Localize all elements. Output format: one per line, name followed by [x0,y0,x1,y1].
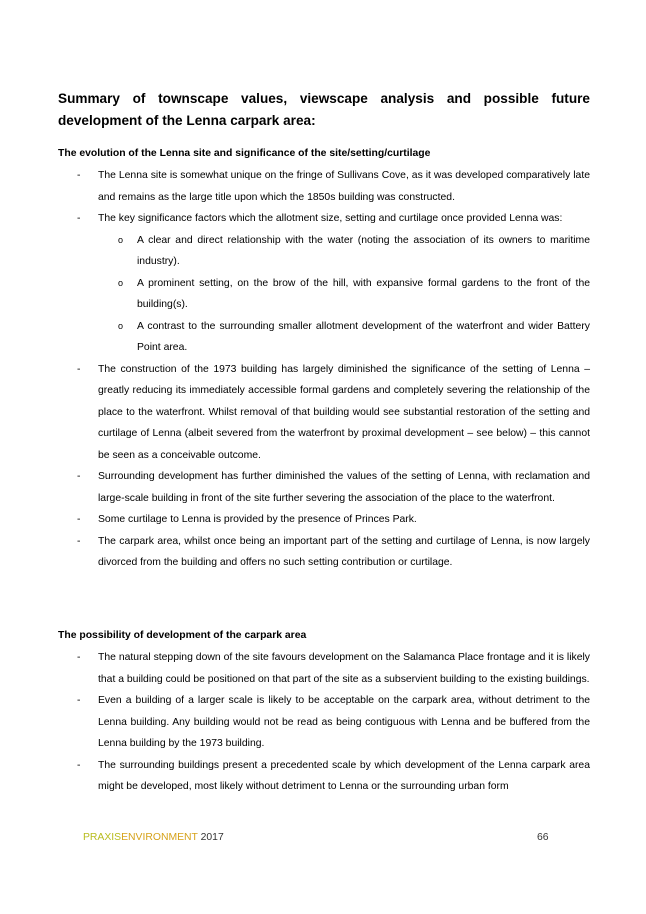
dash-bullet: - [77,471,81,482]
list-item [58,359,590,467]
list-item [58,647,590,690]
sublist-item [58,273,590,316]
list-item [58,531,590,574]
page-title: Summary of townscape values, viewscape analysis and possible future development of the Lenna carpark area: [58,91,590,128]
list-item-text: The natural stepping down of the site favours development on the Salamanca Place frontage and it is likely that a building could be positioned on that part of the site as a subservient building to the existing buildings. [98,652,590,685]
development-list [58,647,590,798]
sublist-item-text: A clear and direct relationship with the water (noting the association of its owners to maritime industry). [137,234,590,267]
brand-name-part1: PRAXIS [83,832,122,843]
list-item [58,690,590,755]
sublist-item [58,316,590,359]
circle-bullet: o [118,277,124,288]
circle-bullet: o [118,320,124,331]
evolution-list [58,165,590,574]
section-heading-development: The possibility of development of the carpark area [58,630,307,641]
sublist-item [58,230,590,273]
list-item [58,208,590,359]
sublist-item-text: A contrast to the surrounding smaller allotment development of the waterfront and wider Battery Point area. [137,320,590,353]
list-item [58,466,590,509]
brand-name-part2: ENVIRONMENT [121,832,198,843]
dash-bullet: - [77,759,81,771]
list-item-text: The surrounding buildings present a precedented scale by which development of the Lenna carpark area might be developed, most likely without detriment to Lenna or the surrounding urban form [98,759,590,792]
section-heading-evolution: The evolution of the Lenna site and significance of the site/setting/curtilage [58,148,431,159]
dash-bullet: - [77,514,81,525]
list-item-text: The key significance factors which the allotment size, setting and curtilage once provided Lenna was: [98,213,563,224]
page-number: 66 [537,832,549,843]
list-item-text: Even a building of a larger scale is likely to be acceptable on the carpark area, without detriment to the Lenna building. Any building would not be read as being contiguous with Lenna and be buffered from the Lenna building by the 1973 building. [98,695,590,749]
significance-sublist [98,230,590,359]
dash-bullet: - [77,535,81,547]
dash-bullet: - [77,213,81,224]
footer-brand [83,832,224,843]
sublist-item-text: A prominent setting, on the brow of the hill, with expansive formal gardens to the front of the building(s). [137,277,590,310]
list-item-text: The carpark area, whilst once being an important part of the setting and curtilage of Lenna, is now largely divorced from the building and offers no such setting contribution or curtilage. [98,535,590,568]
dash-bullet: - [77,170,81,181]
list-item-text: Surrounding development has further diminished the values of the setting of Lenna, with reclamation and large-scale building in front of the site further severing the association of the place to the waterfront. [98,471,590,504]
list-item [58,755,590,798]
list-item [58,509,590,531]
dash-bullet: - [77,363,81,375]
dash-bullet: - [77,695,81,706]
footer-year: 2017 [197,832,224,843]
list-item-text: Some curtilage to Lenna is provided by the presence of Princes Park. [98,514,417,525]
dash-bullet: - [77,652,81,663]
list-item-text: The construction of the 1973 building has largely diminished the significance of the setting of Lenna – greatly reducing its immediately accessible formal gardens and completely severing the relationship of the place to the waterfront. Whilst removal of that building would see substantial restoration of the setting and curtilage of Lenna (albeit severed from the waterfront by proximal development – see below) – this cannot be seen as a conceivable outcome. [98,363,590,461]
list-item-text: The Lenna site is somewhat unique on the fringe of Sullivans Cove, as it was developed comparatively late and remains as the large title upon which the 1850s building was constructed. [98,170,590,203]
list-item [58,165,590,208]
circle-bullet: o [118,234,124,245]
